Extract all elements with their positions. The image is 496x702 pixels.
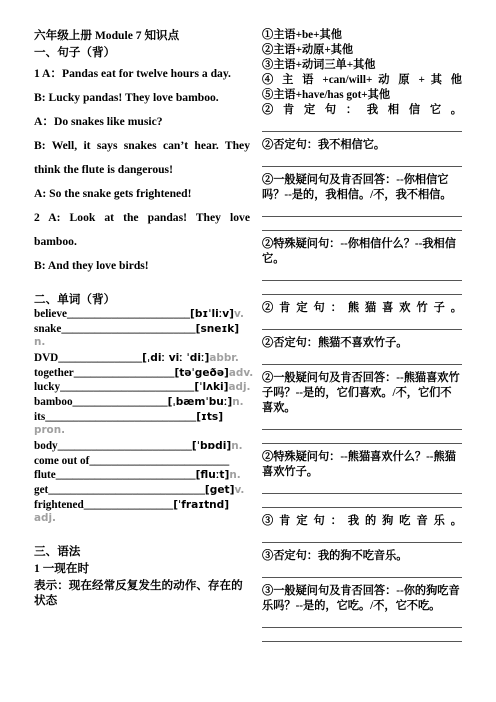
sentence-line: 2 A: Look at the pandas! They love <box>34 211 250 224</box>
vocab-item: flute_________________________[fluːt]n. <box>34 469 241 482</box>
answer-line <box>262 480 462 494</box>
vocab-item: snake________________________[sneɪk] <box>34 322 240 335</box>
sentence-line: think the flute is dangerous! <box>34 163 173 176</box>
grammar-description: 表示：现在经常反复发生的动作、存在的状态 <box>34 579 243 608</box>
answer-line <box>262 494 462 508</box>
vocab-item: body________________________[ˈbɒdi]n. <box>34 440 243 453</box>
vocab-list <box>34 307 254 525</box>
right-column <box>262 28 462 642</box>
yes-no-question: ②一般疑问句及肯否回答：--熊猫喜欢竹子吗？--是的，它们喜欢。/不，它们不喜欢。 <box>262 372 460 414</box>
page-title: 六年级上册 Module 7 知识点 <box>34 29 180 42</box>
sentence-line: B: Well, it says snakes can’t hear. They <box>34 139 250 152</box>
answer-line <box>262 281 462 295</box>
vocab-pos-wrap: pron. <box>34 424 66 437</box>
sentence-line: bamboo. <box>34 235 77 248</box>
answer-line <box>262 614 462 628</box>
answer-line <box>262 628 462 642</box>
yes-no-question: ②一般疑问句及肯否回答：--你相信它吗？--是的，我相信。/不，我不相信。 <box>262 174 452 201</box>
vocab-pos-wrap: adj. <box>34 512 56 525</box>
pattern-item: ⑤主语+have/has got+其他 <box>262 89 391 101</box>
sentence-line: B: Lucky pandas! They love bamboo. <box>34 91 219 104</box>
negative-sentence: ②否定句：熊猫不喜欢竹子。 <box>262 337 408 349</box>
grammar-subheading: 1 一现在时 <box>34 562 90 576</box>
affirmative-sentence: ② 肯 定 句 ： 我 相 信 它 。 <box>262 104 462 116</box>
pattern-item: ①主语+be+其他 <box>262 29 342 41</box>
sentence-line: 1 A：Pandas eat for twelve hours a day. <box>34 67 231 80</box>
section3-heading: 三、语法 <box>34 545 81 559</box>
yes-no-question: ③一般疑问句及肯否回答：--你的狗吃音乐吗？--是的，它吃。/不，它不吃。 <box>262 585 460 612</box>
answer-line <box>262 430 462 444</box>
wh-question: ②特殊疑问句：--你相信什么？--我相信它。 <box>262 238 456 265</box>
vocab-item: bamboo_________________[ˌbæmˈbuː]n. <box>34 395 244 408</box>
vocab-item: frightened________________[ˈfraɪtnd] <box>34 498 230 511</box>
pattern-item: ②主语+动原+其他 <box>262 44 354 56</box>
answer-line <box>262 153 462 167</box>
section2-heading: 二、单词（背） <box>34 293 116 306</box>
answer-line <box>262 529 462 543</box>
answer-line <box>262 267 462 281</box>
affirmative-sentence: ③ 肯 定 句 ： 我 的 狗 吃 音 乐 。 <box>262 515 462 527</box>
answer-line <box>262 564 462 578</box>
sentence-line: A: So the snake gets frightened! <box>34 187 192 200</box>
negative-sentence: ③否定句：我的狗不吃音乐。 <box>262 550 408 562</box>
answer-line <box>262 416 462 430</box>
vocab-item: together__________________[təˈgeðə]adv. <box>34 366 254 379</box>
left-column <box>34 28 254 608</box>
vocab-item: lucky________________________[ˈlʌki]adj. <box>34 381 251 394</box>
wh-question: ②特殊疑问句：--熊猫喜欢什么？--熊猫喜欢竹子。 <box>262 451 456 478</box>
answer-line <box>262 351 462 365</box>
negative-sentence: ②否定句：我不相信它。 <box>262 139 386 151</box>
answer-line <box>262 217 462 231</box>
section1-heading: 一、句子（背） <box>34 46 116 59</box>
vocab-item: believe______________________[bɪˈliːv]v. <box>34 308 244 320</box>
vocab-pos-wrap: n. <box>34 336 46 349</box>
answer-line <box>262 118 462 132</box>
vocab-item: its___________________________[ɪts] <box>34 410 224 423</box>
vocab-item: DVD_______________[ˌdiː viː ˈdiː]abbr. <box>34 352 239 365</box>
sentence-line: B: And they love birds! <box>34 259 149 272</box>
answer-line <box>262 316 462 330</box>
sentence-line: A：Do snakes like music? <box>34 115 163 128</box>
answer-line <box>262 203 462 217</box>
pattern-item: ③主语+动词三单+其他 <box>262 59 376 71</box>
vocab-item: get____________________________[get]v. <box>34 483 245 496</box>
pattern-item: ④ 主 语 +can/will+ 动 原 + 其 他 <box>262 74 462 86</box>
vocab-item: come out of_________________________ <box>34 454 230 467</box>
affirmative-sentence: ② 肯 定 句 ： 熊 猫 喜 欢 竹 子 。 <box>262 302 462 314</box>
